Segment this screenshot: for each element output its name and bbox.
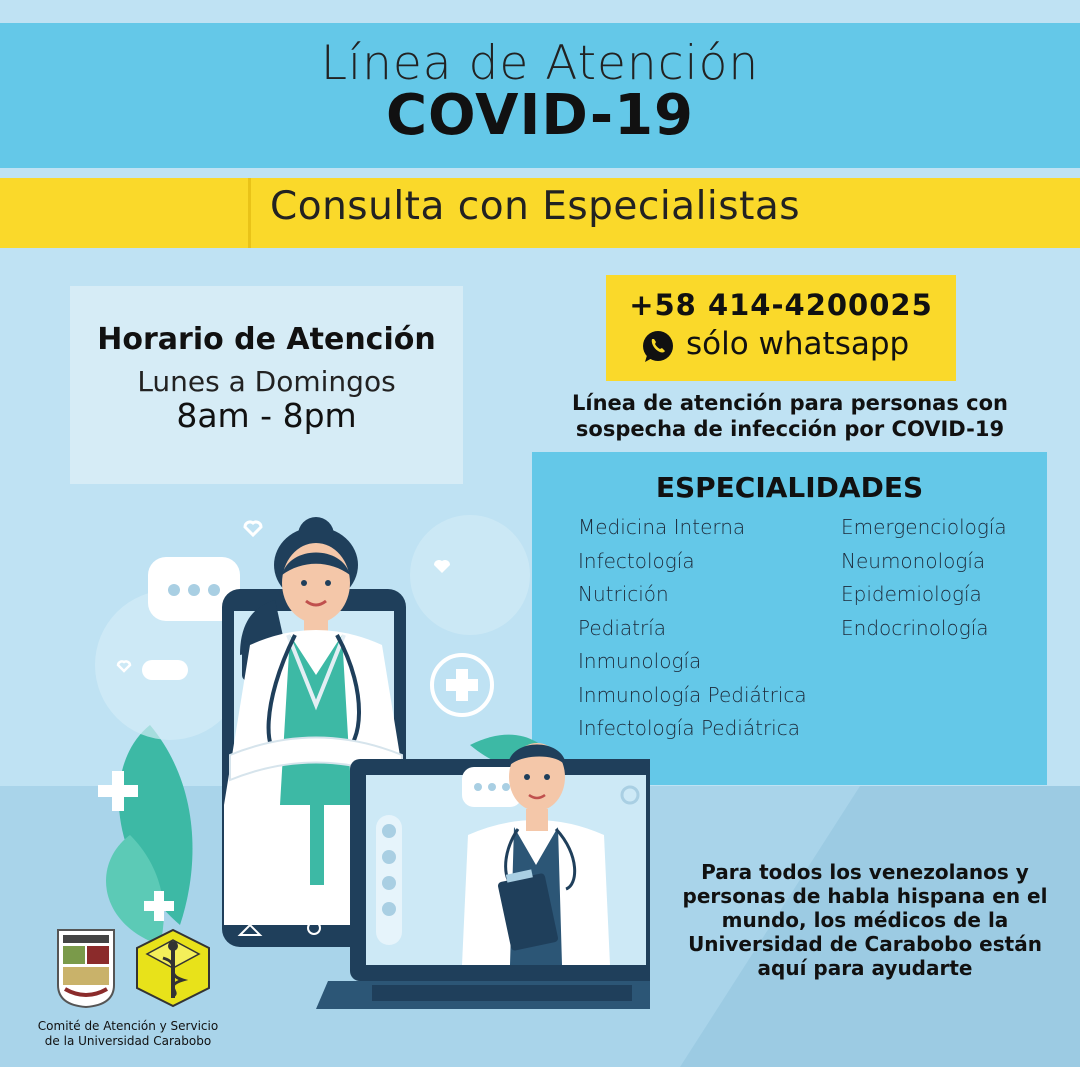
closing-line-1: Para todos los venezolanos y xyxy=(701,860,1029,884)
info-text xyxy=(530,390,1050,442)
specialty-item: Neumonología xyxy=(841,548,986,573)
info-line-1: Línea de atención para personas con xyxy=(572,391,1008,415)
title-line-2: COVID-19 xyxy=(385,83,695,148)
phone-number: +58 414-4200025 xyxy=(629,288,933,322)
committee-logo xyxy=(133,928,213,1008)
hours-time: 8am - 8pm xyxy=(176,396,357,435)
heart-icon xyxy=(245,522,261,535)
specialty-item: Inmunología xyxy=(578,649,702,673)
specialties-title: ESPECIALIDADES xyxy=(655,471,924,504)
closing-line-5: aquí para ayudarte xyxy=(757,956,973,980)
specialty-item: Pediatría xyxy=(578,615,667,640)
info-line-2: sospecha de infección por COVID-19 xyxy=(575,417,1005,441)
specialty-item: Emergenciología xyxy=(841,515,1007,539)
subtitle-divider xyxy=(248,178,251,248)
specialty-item: Epidemiología xyxy=(841,582,982,606)
title-line-1: Línea de Atención xyxy=(320,36,760,91)
specialty-item: Inmunología Pediátrica xyxy=(578,682,807,707)
specialty-item: Endocrinología xyxy=(841,615,989,640)
specialty-item: Infectología xyxy=(578,548,695,573)
hours-days: Lunes a Domingos xyxy=(137,365,396,398)
whatsapp-icon xyxy=(640,329,676,365)
closing-message xyxy=(670,860,1060,980)
closing-line-2: personas de habla hispana en el xyxy=(682,884,1048,908)
specialties-column-2 xyxy=(841,512,1007,646)
committee-line-2: de la Universidad Carabobo xyxy=(44,1034,212,1048)
committee-name xyxy=(10,1019,246,1049)
committee-line-1: Comité de Atención y Servicio xyxy=(37,1019,219,1033)
background-circle xyxy=(410,515,530,635)
closing-line-3: mundo, los médicos de la xyxy=(721,908,1009,932)
specialty-item: Infectología Pediátrica xyxy=(578,716,800,740)
closing-line-4: Universidad de Carabobo están xyxy=(688,932,1042,956)
university-crest-logo xyxy=(55,927,117,1009)
subtitle: Consulta con Especialistas xyxy=(270,184,801,229)
whatsapp-label: sólo whatsapp xyxy=(686,326,910,362)
hours-title: Horario de Atención xyxy=(97,322,436,357)
pill-icon xyxy=(142,660,188,680)
specialty-item: Nutrición xyxy=(578,582,669,606)
specialty-item: Medicina Interna xyxy=(578,515,746,539)
